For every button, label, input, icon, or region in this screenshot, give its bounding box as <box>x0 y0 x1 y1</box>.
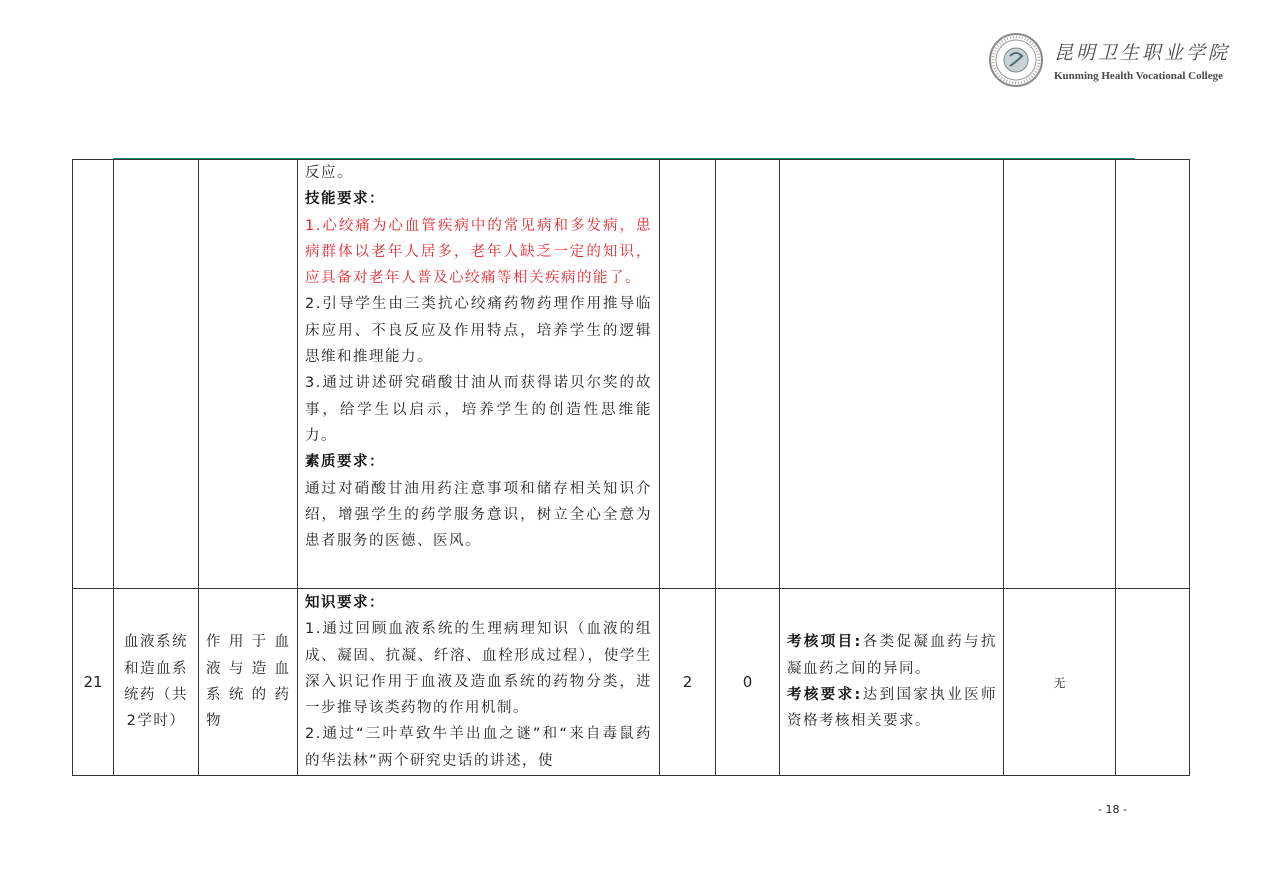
assessment-item-text: 各类促凝血药与抗凝血药之间的异同。 <box>787 634 997 677</box>
assessment-req-label: 考核要求: <box>787 687 862 703</box>
quality-heading: 素质要求： <box>305 454 385 471</box>
knowledge-heading: 知识要求： <box>305 595 385 611</box>
quality-item-1: 通过对硝酸甘油用药注意事项和储存相关知识介绍，增强学生的药学服务意识，树立全心全意为患者服务的医德、医风。 <box>305 480 652 550</box>
assessment-cell <box>787 589 997 775</box>
assessment-requirement <box>787 682 997 735</box>
assessment-req-text: 达到国家执业医师资格考核相关要求。 <box>787 687 997 730</box>
logo-chinese-name: 昆明卫生职业学院 <box>1054 42 1231 64</box>
practice-hours: 0 <box>742 673 753 691</box>
prev-row-content-cell <box>305 160 652 588</box>
module-name: 血液系统和造血系统药（共2学时） <box>124 634 188 730</box>
skills-heading: 技能要求： <box>305 191 385 208</box>
prev-content-tail: 反应。 <box>305 165 353 181</box>
row-index: 21 <box>83 673 103 691</box>
module-name-cell <box>120 589 192 775</box>
skill-item-3: 3.通过讲述研究硝酸甘油从而获得诺贝尔奖的故事，给学生以启示，培养学生的创造性思维能力。 <box>305 375 652 444</box>
skill-item-2: 2.引导学生由三类抗心绞痛药物药理作用推导临床应用、不良反应及作用特点，培养学生的逻辑思维和推理能力。 <box>305 296 652 366</box>
assessment-item <box>787 629 997 682</box>
remark-value: 无 <box>1053 675 1066 690</box>
remark-cell <box>1004 589 1115 775</box>
row21-content-cell <box>305 590 652 775</box>
knowledge-item-1: 1.通过回顾血液系统的生理病理知识（血液的组成、凝固、抗凝、纤溶、血栓形成过程），使学生深入识记作用于血液及造血系统的药物分类，进一步推导该类药物的作用机制。 <box>305 621 652 717</box>
logo-english-name: Kunming Health Vocational College <box>1054 70 1223 82</box>
skill-item-1: 1.心绞痛为心血管疾病中的常见病和多发病，患病群体以老年人居多，老年人缺乏一定的知识，应具备对老年人普及心绞痛等相关疾病的能了。 <box>305 217 652 287</box>
page-number: - 18 - <box>1098 803 1127 816</box>
theory-hours: 2 <box>682 673 693 691</box>
assessment-item-label: 考核项目: <box>787 634 862 651</box>
unit-name: 作用于血液与造血系统的药物 <box>206 634 292 730</box>
unit-name-cell <box>206 589 292 775</box>
knowledge-item-2: 2.通过“三叶草致牛羊出血之谜”和“来自毒鼠药的华法林”两个研究史话的讲述，使 <box>305 726 652 769</box>
